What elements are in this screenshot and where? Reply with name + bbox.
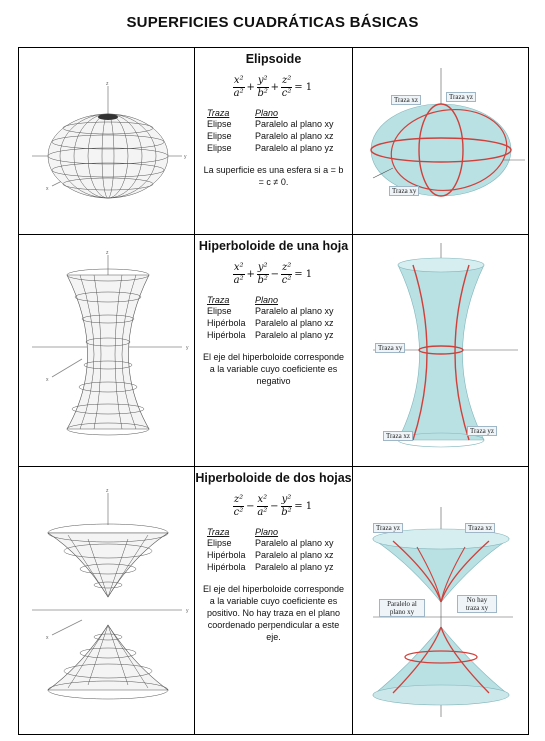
trace-row bbox=[207, 317, 352, 329]
trace-plane: Paralelo al plano yz bbox=[255, 330, 334, 340]
table-row bbox=[19, 48, 529, 235]
trace-label: Traza yz bbox=[467, 426, 497, 436]
trace-type: Elipse bbox=[207, 119, 232, 129]
trace-label: Traza yz bbox=[373, 523, 403, 533]
eq-numerator: z² bbox=[281, 262, 292, 273]
trace-label: Traza xz bbox=[383, 431, 413, 441]
x-axis-label: x bbox=[45, 635, 48, 641]
x-axis-label: x bbox=[45, 186, 48, 192]
eq-denominator: c² bbox=[233, 507, 244, 518]
eq-rhs: = 1 bbox=[294, 82, 313, 93]
y-axis-label: y bbox=[185, 608, 188, 614]
eq-rhs: = 1 bbox=[294, 501, 313, 512]
z-axis-label: z bbox=[105, 488, 108, 494]
trace-row bbox=[207, 537, 352, 549]
trace-row bbox=[207, 130, 352, 142]
table-row bbox=[19, 235, 529, 467]
trace-type: Hipérbola bbox=[207, 330, 246, 340]
eq-numerator: y² bbox=[281, 494, 292, 505]
trace-row bbox=[207, 118, 352, 130]
equation bbox=[195, 262, 352, 287]
eq-numerator: x² bbox=[233, 262, 244, 273]
traces-table bbox=[195, 108, 352, 154]
page-title: SUPERFICIES CUADRÁTICAS BÁSICAS bbox=[126, 14, 419, 31]
trace-type: Hipérbola bbox=[207, 318, 246, 328]
equation bbox=[195, 75, 352, 100]
trace-plane: Paralelo al plano xy bbox=[255, 119, 334, 129]
trace-type: Hipérbola bbox=[207, 562, 246, 572]
eq-denominator: a² bbox=[233, 275, 244, 286]
eq-operator: + bbox=[246, 82, 255, 93]
trace-row bbox=[207, 305, 352, 317]
surfaces-table bbox=[18, 47, 529, 735]
eq-denominator: b² bbox=[257, 275, 268, 286]
trace-plane: Paralelo al plano yz bbox=[255, 562, 334, 572]
trace-row bbox=[207, 142, 352, 154]
surface-note: El eje del hiperboloide corresponde a la variable cuyo coeficiente es positivo. No hay traza en el plano coordenado perpendicular a este eje. bbox=[202, 584, 345, 642]
eq-numerator: y² bbox=[257, 262, 268, 273]
two-sheet-hyperboloid-wireframe bbox=[22, 485, 192, 705]
trace-plane: Paralelo al plano xz bbox=[255, 318, 334, 328]
trace-type: Elipse bbox=[207, 306, 232, 316]
surface-name: Hiperboloide de una hoja bbox=[198, 239, 349, 253]
y-axis-label: y bbox=[185, 345, 188, 351]
trace-plane: Paralelo al plano xy bbox=[255, 306, 334, 316]
illustration-cell bbox=[353, 467, 529, 735]
trace-label: Traza yz bbox=[446, 92, 476, 102]
traza-header: Traza bbox=[207, 108, 230, 118]
eq-denominator: b² bbox=[281, 507, 292, 518]
eq-denominator: b² bbox=[257, 88, 268, 99]
plano-header: Plano bbox=[255, 295, 279, 305]
wireframe-cell bbox=[19, 235, 195, 467]
x-axis-label: x bbox=[45, 377, 48, 383]
wireframe-cell bbox=[19, 467, 195, 735]
trace-row bbox=[207, 329, 352, 341]
trace-label: Traza xy bbox=[375, 343, 405, 353]
trace-plane: Paralelo al plano xz bbox=[255, 550, 334, 560]
eq-denominator: a² bbox=[233, 88, 244, 99]
surface-name: Hiperboloide de dos hojas bbox=[195, 471, 352, 485]
trace-label: Traza xy bbox=[389, 186, 419, 196]
eq-operator: − bbox=[270, 501, 279, 512]
eq-numerator: x² bbox=[257, 494, 268, 505]
eq-numerator: z² bbox=[233, 494, 244, 505]
ellipsoid-wireframe bbox=[22, 76, 192, 216]
equation bbox=[195, 494, 352, 519]
plano-header: Plano bbox=[255, 527, 279, 537]
trace-type: Elipse bbox=[207, 538, 232, 548]
illustration-cell bbox=[353, 48, 529, 235]
trace-row bbox=[207, 561, 352, 573]
trace-label: Paralelo al plano xy bbox=[379, 599, 425, 617]
illustration-cell bbox=[353, 235, 529, 467]
surface-name: Elipsoide bbox=[245, 52, 302, 66]
traza-header: Traza bbox=[207, 527, 230, 537]
eq-operator: + bbox=[270, 82, 279, 93]
z-axis-label: z bbox=[105, 81, 108, 87]
traces-table bbox=[195, 527, 352, 573]
trace-type: Elipse bbox=[207, 131, 232, 141]
equation-cell bbox=[195, 48, 353, 235]
trace-plane: Paralelo al plano yz bbox=[255, 143, 334, 153]
eq-numerator: x² bbox=[233, 75, 244, 86]
wireframe-cell bbox=[19, 48, 195, 235]
table-row bbox=[19, 467, 529, 735]
trace-label: Traza xz bbox=[391, 95, 421, 105]
trace-row bbox=[207, 549, 352, 561]
trace-type: Hipérbola bbox=[207, 550, 246, 560]
one-sheet-hyperboloid-wireframe bbox=[22, 247, 192, 447]
eq-operator: − bbox=[270, 269, 279, 280]
equation-cell bbox=[195, 235, 353, 467]
eq-denominator: a² bbox=[257, 507, 268, 518]
eq-operator: + bbox=[246, 269, 255, 280]
trace-label: No hay traza xy bbox=[457, 595, 497, 613]
surface-note: El eje del hiperboloide corresponde a la variable cuyo coeficiente es negativo bbox=[202, 352, 345, 386]
trace-type: Elipse bbox=[207, 143, 232, 153]
eq-denominator: c² bbox=[281, 275, 292, 286]
eq-operator: − bbox=[246, 501, 255, 512]
trace-label: Traza xz bbox=[465, 523, 495, 533]
eq-rhs: = 1 bbox=[294, 269, 313, 280]
eq-denominator: c² bbox=[281, 88, 292, 99]
ellipsoid-illustration bbox=[353, 48, 528, 234]
trace-plane: Paralelo al plano xy bbox=[255, 538, 334, 548]
y-axis-label: y bbox=[183, 154, 186, 160]
plano-header: Plano bbox=[255, 108, 279, 118]
eq-numerator: y² bbox=[257, 75, 268, 86]
eq-numerator: z² bbox=[281, 75, 292, 86]
surface-note: La superficie es una esfera si a = b = c ≠ 0. bbox=[203, 165, 344, 187]
trace-plane: Paralelo al plano xz bbox=[255, 131, 334, 141]
z-axis-label: z bbox=[105, 250, 108, 256]
traces-table bbox=[195, 295, 352, 341]
equation-cell bbox=[195, 467, 353, 735]
traza-header: Traza bbox=[207, 295, 230, 305]
